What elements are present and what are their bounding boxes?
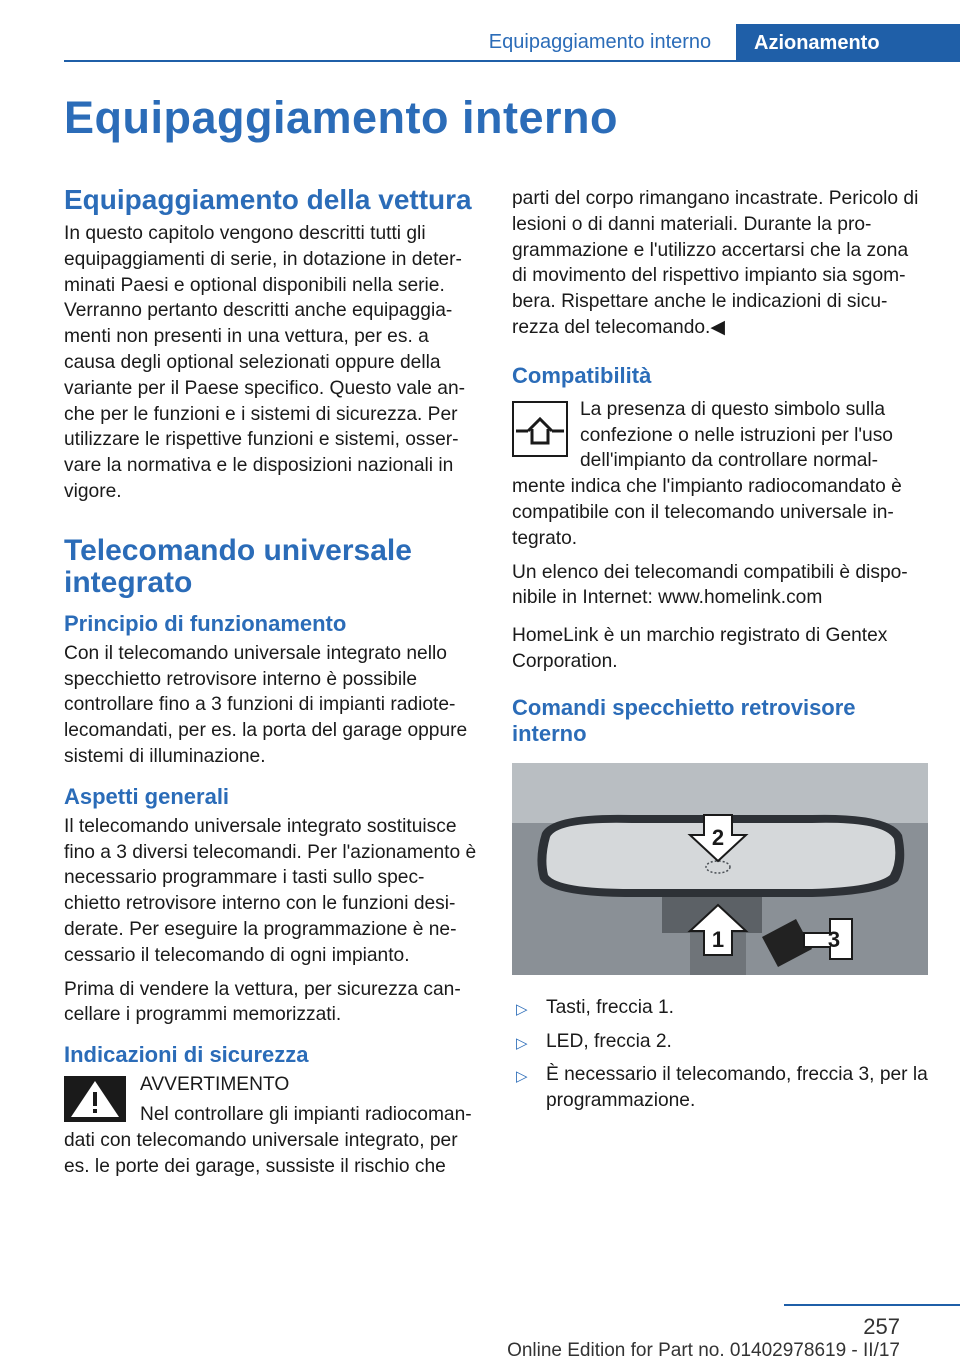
heading-principle: Principio di funzionamento [64, 610, 347, 636]
arrow-label-1: 1 [711, 926, 725, 952]
heading-vehicle-equipment: Equipaggiamento della vettura [64, 184, 472, 215]
left-column [64, 184, 480, 1187]
mirror-controls-image [512, 763, 928, 975]
warning-triangle-icon [64, 1076, 126, 1122]
paragraph-general-1: Il telecomando universale integrato sostituisce fino a 3 diversi telecomandi. Per l'azionamento è necessario programmare i tasti sullo spec-chietto retrovisore interno con le funzioni desi-derate. Per eseguire la programmazione è ne-cessario il telecomando di ogni impianto. [64, 815, 477, 966]
heading-universal-remote: Telecomando universale integrato [64, 533, 412, 599]
edition-label: Online Edition for Part no. 01402978619 - II/17 [507, 1340, 900, 1361]
header-rule [64, 60, 960, 62]
list-item: ▷ Tasti, freccia 1. [512, 995, 928, 1021]
homelink-compatibility-icon [512, 401, 568, 457]
warning-text: Nel controllare gli impianti radiocoman-dati con telecomando universale integrato, per es. le porte dei garage, sussiste il rischio che [64, 1103, 472, 1177]
arrow-label-2: 2 [711, 824, 725, 850]
bullet-triangle-icon: ▷ [516, 1000, 528, 1018]
paragraph-compatible-list: Un elenco dei telecomandi compatibili è dispo-nibile in Internet: www.homelink.com [512, 561, 908, 609]
warning-block [64, 1072, 480, 1179]
arrow-label-3: 3 [827, 926, 841, 952]
right-column [512, 186, 928, 1122]
paragraph-trademark: HomeLink è un marchio registrato di Gentex Corporation. [512, 625, 888, 672]
heading-mirror-controls: Comandi specchietto retrovisore interno [512, 694, 856, 746]
paragraph-principle: Con il telecomando universale integrato nello specchietto retrovisore interno è possibile controllare fino a 3 funzioni di impianti radiote-lecomandati, per es. la porta del garage oppure sistemi di illuminazione. [64, 642, 468, 767]
heading-safety: Indicazioni di sicurezza [64, 1042, 309, 1068]
list-item: ▷ LED, freccia 2. [512, 1029, 928, 1055]
mirror-controls-list [512, 995, 928, 1114]
paragraph-warning-continued: parti del corpo rimangano incastrate. Pericolo di lesioni o di danni materiali. Durante la pro-grammazione e l'utilizzo accertarsi che la zona di movimento del rispettivo impianto sia sgom-bera. Rispettare anche le indicazioni di sicu-rezza del telecomando.◀ [512, 188, 919, 338]
paragraph-compatibility: La presenza di questo simbolo sulla confezione o nelle istruzioni per l'uso dell'impianto da controllare normal-mente indica che l'impianto radiocomandato è compatibile con il telecomando universale in-tegrato. [512, 398, 902, 549]
paragraph-general-2: Prima di vendere la vettura, per sicurezza can-cellare i programmi memorizzati. [64, 978, 461, 1026]
warning-label: AVVERTIMENTO [140, 1074, 290, 1096]
bullet-triangle-icon: ▷ [516, 1034, 528, 1052]
bullet-triangle-icon: ▷ [516, 1068, 528, 1086]
header-chapter-tab: Azionamento [736, 24, 960, 62]
footer-rule [784, 1304, 960, 1306]
heading-general: Aspetti generali [64, 783, 230, 809]
list-item: ▷ È necessario il telecomando, freccia 3, per la programmazione. [516, 1064, 928, 1112]
page-title: Equipaggiamento interno [64, 92, 619, 143]
page-number: 257 [863, 1314, 900, 1339]
header-section-label: Equipaggiamento interno [488, 31, 712, 53]
paragraph-vehicle-equipment: In questo capitolo vengono descritti tutti gli equipaggiamenti di serie, in dotazione in deter-minati Paesi e optional disponibili nella serie. Verranno pertanto descritti anche equipaggia-menti non presenti in una vettura, per es. a causa degli optional selezionati oppure della variante per il Paese specifico. Questo vale an-che per le funzioni e i sistemi di sicurezza. Per utilizzare le rispettive funzioni e sistemi, osser-vare la normativa e le disposizioni nazionali in vigore. [64, 223, 466, 502]
heading-compatibility: Compatibilità [512, 362, 652, 388]
